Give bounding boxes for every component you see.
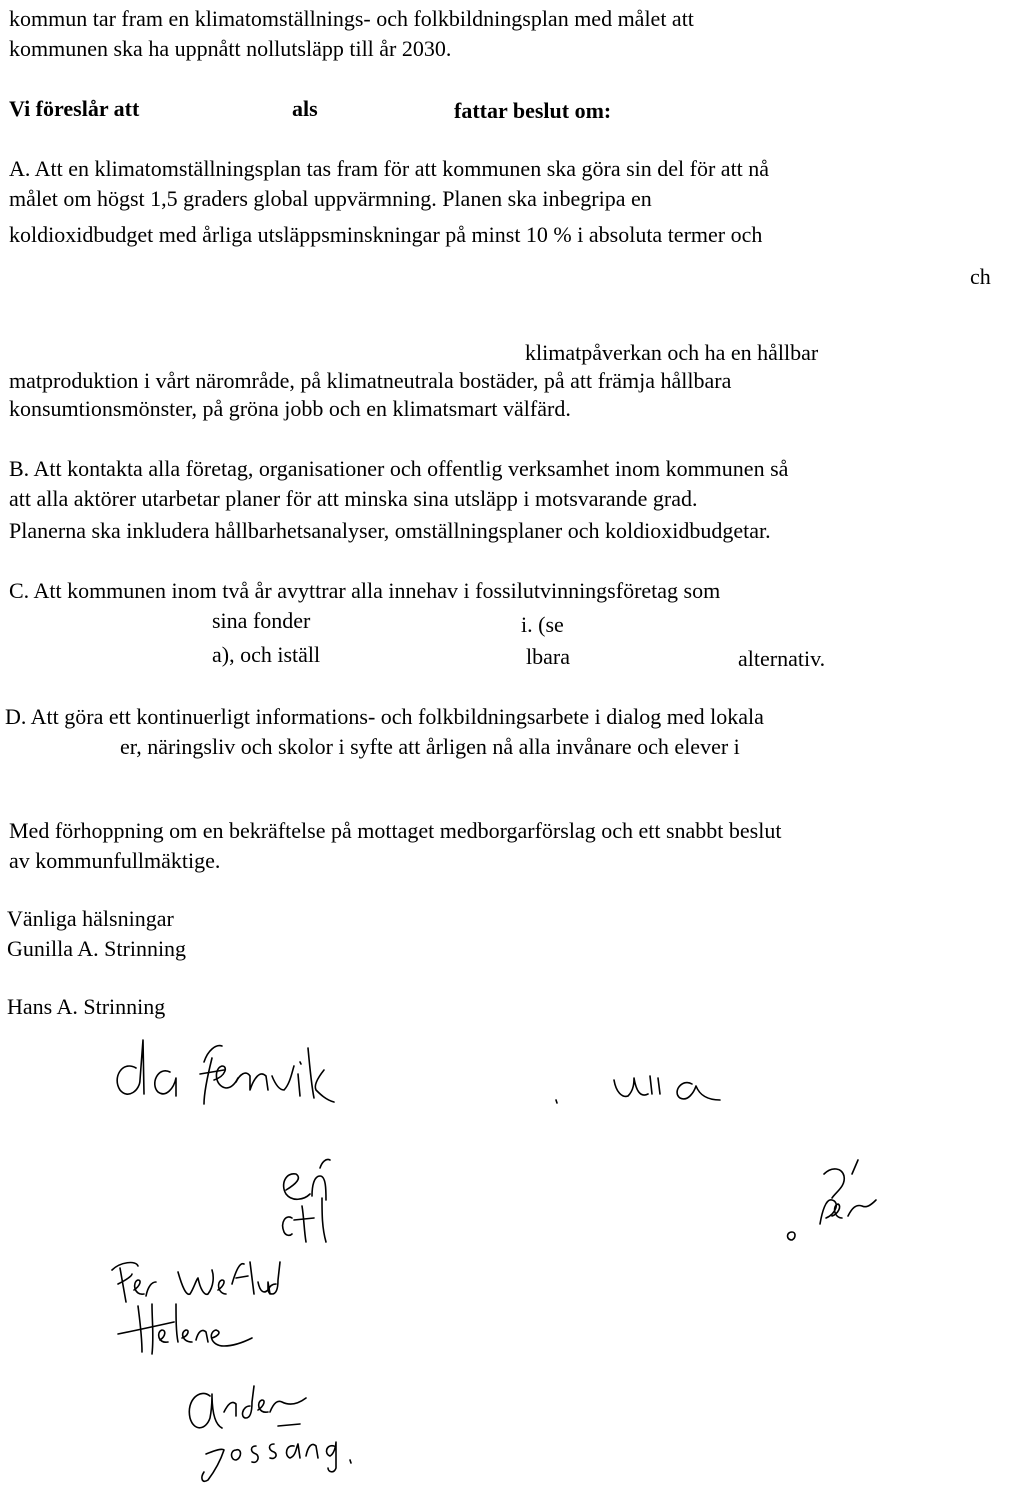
signature-per-westlund (112, 1262, 280, 1302)
closing-line-1: Med förhoppning om en bekräftelse på mottaget medborgarförslag och ett snabbt beslut (9, 818, 782, 843)
section-c-fragment-fonder: sina fonder (212, 608, 311, 633)
section-d-line-2: er, näringsliv och skolor i syfte att årligen nå alla invånare och elever i (120, 734, 740, 759)
signature-en (284, 1159, 330, 1200)
section-c-fragment-alternativ: alternativ. (738, 646, 826, 671)
proposal-heading-part-2: als (292, 96, 318, 121)
section-b-line-3: Planerna ska inkludera hållbarhetsanalyser, omställningsplaner och koldioxidbudgetar. (9, 518, 771, 543)
intro-line-1: kommun tar fram en klimatomställnings- och folkbildningsplan med målet att (9, 6, 694, 31)
signer-1: Gunilla A. Strinning (7, 936, 187, 961)
signature-per-right (788, 1160, 877, 1240)
signature-helene (118, 1304, 252, 1354)
section-a-fragment-ch: ch (970, 264, 991, 289)
section-a-fragment-klimat: klimatpåverkan och ha en hållbar (525, 340, 819, 365)
intro-line-2: kommunen ska ha uppnått nollutsläpp till år 2030. (9, 36, 452, 61)
section-c-line-1: C. Att kommunen inom två år avyttrar alla innehav i fossilutvinningsföretag som (9, 578, 721, 603)
signer-2: Hans A. Strinning (7, 994, 166, 1019)
proposal-heading-part-3: fattar beslut om: (454, 98, 612, 123)
greeting: Vänliga hälsningar (7, 906, 174, 931)
section-d-line-1: D. Att göra ett kontinuerligt informations- och folkbildningsarbete i dialog med lokala (5, 704, 764, 729)
section-a-line-1: A. Att en klimatomställningsplan tas fram för att kommunen ska göra sin del för att nå (9, 156, 770, 181)
section-c-fragment-lbara: lbara (526, 644, 570, 669)
closing-line-2: av kommunfullmäktige. (9, 848, 221, 873)
section-a-line-3: koldioxidbudget med årliga utsläppsminskningar på minst 10 % i absoluta termer och (9, 222, 763, 247)
section-a-line-2: målet om högst 1,5 graders global uppvärmning. Planen ska inbegripa en (9, 186, 652, 211)
signature-andersson (189, 1386, 306, 1428)
section-a-line-6: matproduktion i vårt närområde, på klimatneutrala bostäder, på att främja hållbara (9, 368, 732, 393)
signature-ulla (556, 1076, 720, 1103)
signature-ctl (283, 1198, 326, 1242)
section-b-line-2: att alla aktörer utarbetar planer för att minska sina utsläpp i motsvarande grad. (9, 486, 698, 511)
section-b-line-1: B. Att kontakta alla företag, organisationer och offentlig verksamhet inom kommunen så (9, 456, 789, 481)
signature-jossang (202, 1442, 351, 1481)
proposal-heading-part-1: Vi föreslår att (9, 96, 140, 121)
signature-fennvik (117, 1040, 334, 1104)
section-c-fragment-se: i. (se (521, 612, 564, 637)
section-a-line-7: konsumtionsmönster, på gröna jobb och en klimatsmart välfärd. (9, 396, 571, 421)
section-c-fragment-istall: a), och iställ (212, 642, 321, 667)
